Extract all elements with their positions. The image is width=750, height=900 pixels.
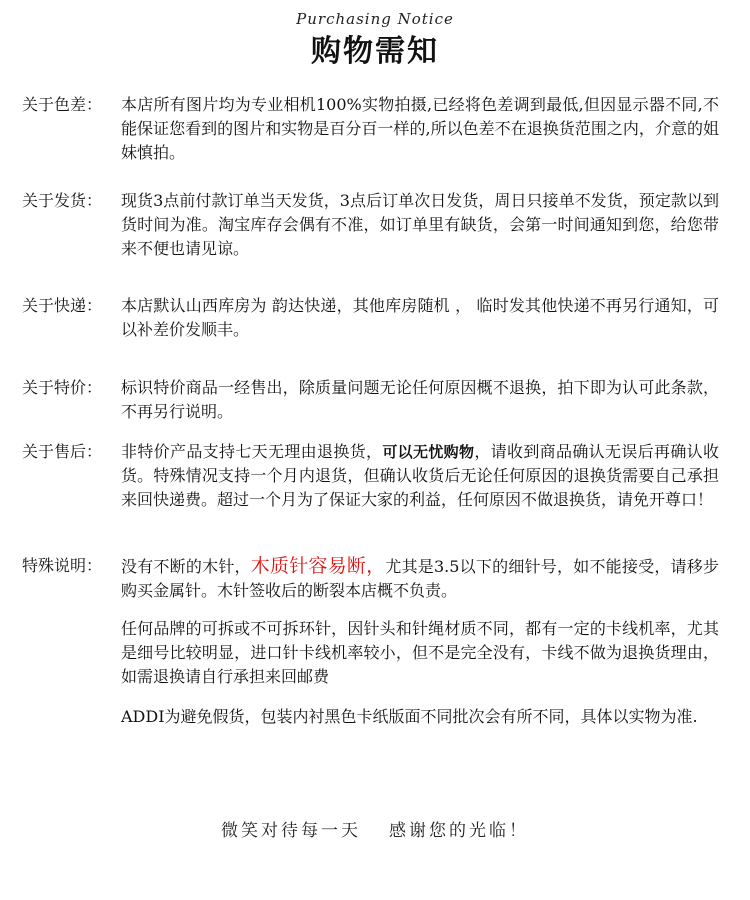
section-text: 任何品牌的可拆或不可拆环针，因针头和针绳材质不同，都有一定的卡线机率，尤其是细号比较明显，进口针卡线机率较小，但不是完全没有，卡线不做为退换货理由，如需退换请自行承担来回邮费 [121,619,719,686]
section-text [121,440,719,512]
section-label: 特殊说明： [22,556,103,575]
section-text: 本店默认山西库房为 韵达快递，其他库房随机 ， 临时发其他快递不再另行通知，可以补差价发顺丰。 [121,296,719,339]
section-text: 现货3点前付款订单当天发货，3点后订单次日发货，周日只接单不发货，预定款以到货时间为准。淘宝库存会偶有不准，如订单里有缺货，会第一时间通知到您，给您带来不便也请见谅。 [121,191,719,258]
section-text: 标识特价商品一经售出，除质量问题无论任何原因概不退换，拍下即为认可此条款，不再另行说明。 [121,378,719,421]
section-text [121,554,719,603]
page-subtitle: Purchasing Notice [296,10,454,28]
section-label: 关于快递： [22,296,103,315]
section-text: ADDI为避免假货，包装内衬黑色卡纸版面不同批次会有所不同，具体以实物为准. [121,707,698,726]
text-segment: ，请收到商品确认无误后再确认收货。特殊情况支持一个月内退货，但确认收货后无论任何原因的退换货需要自己承担来回快递费。超过一个月为了保证大家的利益，任何原因不做退换货，请免开尊口！ [121,442,719,509]
footer-right-text: 感谢您的光临！ [389,821,529,841]
section-label: 关于售后： [22,442,103,461]
text-segment: 尤其是3.5以下的细针号，如不能接受，请移步购买金属针。木针签收后的断裂本店概不负责。 [121,557,719,600]
page-title: 购物需知 [311,34,439,69]
text-segment: 非特价产品支持七天无理由退换货， [121,442,383,461]
section-label: 关于特价： [22,378,103,397]
header [0,8,750,72]
highlight-text: 可以无忧购物 [382,443,475,461]
section-label: 关于色差： [22,95,103,114]
warning-text: 木质针容易断， [250,555,386,577]
text-segment: 没有不断的木针， [121,557,251,576]
section-label: 关于发货： [22,191,103,210]
footer-greeting [0,816,750,841]
footer-left-text: 微笑对待每一天 [221,821,361,841]
section-text: 本店所有图片均为专业相机100%实物拍摄,已经将色差调到最低,但因显示器不同,不能保证您看到的图片和实物是百分百一样的,所以色差不在退换货范围之内，介意的姐妹慎拍。 [121,95,719,162]
